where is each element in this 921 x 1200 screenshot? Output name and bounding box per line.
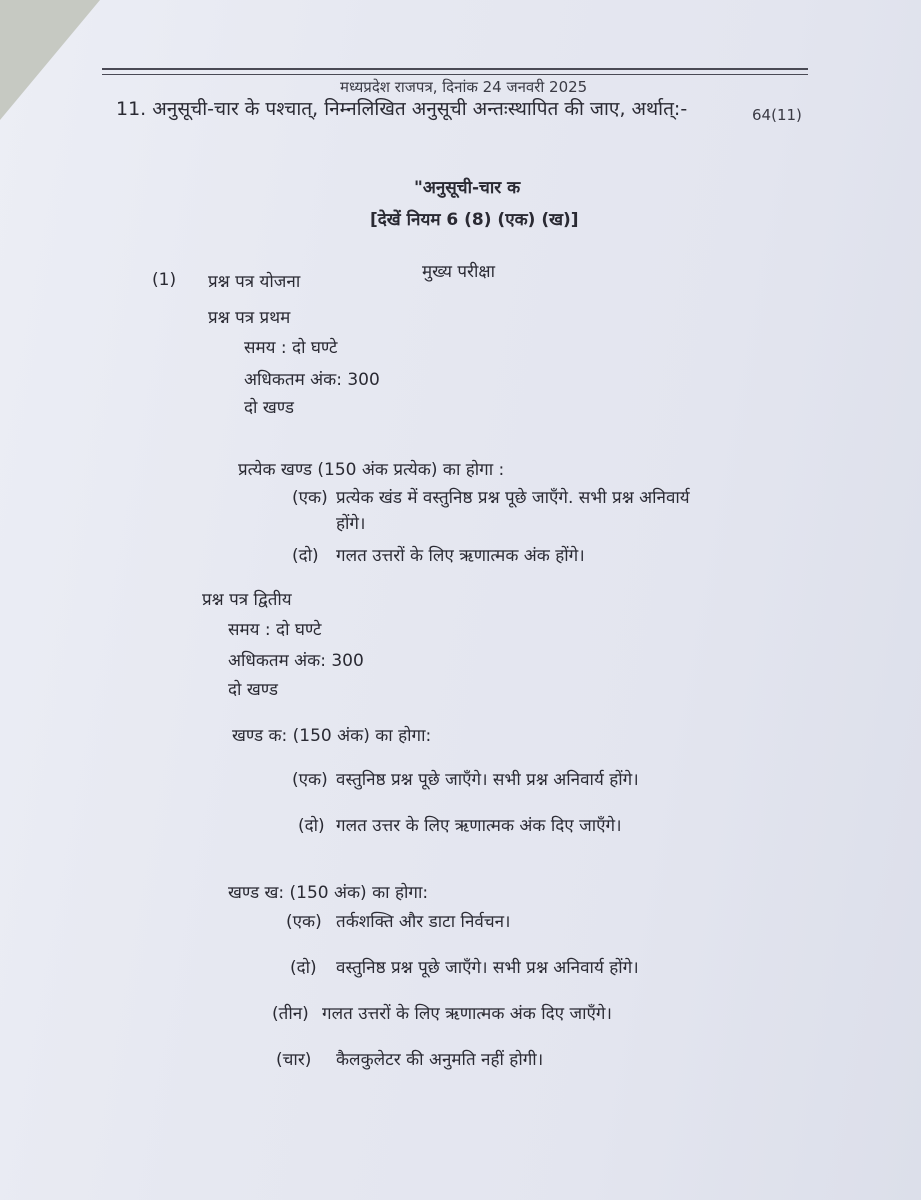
section-b-point-text: कैलकुलेटर की अनुमति नहीं होगी।: [336, 1050, 544, 1070]
section-b-point-num: (दो): [290, 958, 317, 978]
gazette-line: मध्यप्रदेश राजपत्र, दिनांक 24 जनवरी 2025: [340, 78, 588, 96]
scheme-heading: प्रश्न पत्र योजना: [208, 272, 301, 292]
paper1-time: समय : दो घण्टे: [244, 338, 338, 358]
section-b-point-text: तर्कशक्ति और डाटा निर्वचन।: [336, 912, 511, 932]
exam-title: मुख्य परीक्षा: [422, 262, 495, 282]
section-b-point-num: (चार): [276, 1050, 312, 1070]
paper1-point-text-cont: होंगे।: [336, 514, 366, 534]
paper1-max-marks: अधिकतम अंक: 300: [244, 370, 380, 390]
paper1-sections: दो खण्ड: [244, 398, 294, 418]
section-b-point-num: (तीन): [272, 1004, 309, 1024]
schedule-title: "अनुसूची-चार क: [414, 178, 521, 198]
header-rule-top: [102, 68, 808, 70]
section-a-point-num: (दो): [298, 816, 325, 836]
section-b-heading: खण्ड ख: (150 अंक) का होगा:: [228, 883, 429, 903]
page-number: 64(11): [752, 106, 802, 124]
section-b-point-text: वस्तुनिष्ठ प्रश्न पूछे जाएँगे। सभी प्रश्न अनिवार्य होंगे।: [336, 958, 639, 978]
paper2-title: प्रश्न पत्र द्वितीय: [202, 590, 292, 610]
paper1-point-num: (एक): [292, 488, 328, 508]
paper1-each-section: प्रत्येक खण्ड (150 अंक प्रत्येक) का होगा :: [238, 460, 505, 480]
header-rule-inner: [102, 74, 808, 75]
schedule-reference: [देखें नियम 6 (8) (एक) (ख)]: [370, 210, 579, 230]
paper1-point-num: (दो): [292, 546, 319, 566]
section-b-point-text: गलत उत्तरों के लिए ऋणात्मक अंक दिए जाएँगे।: [322, 1004, 612, 1024]
background-corner: [0, 0, 100, 120]
section-a-point-num: (एक): [292, 770, 328, 790]
item-number: (1): [152, 270, 177, 290]
paper2-max-marks: अधिकतम अंक: 300: [228, 651, 364, 671]
paper1-title: प्रश्न पत्र प्रथम: [208, 308, 291, 328]
paper2-sections: दो खण्ड: [228, 680, 278, 700]
section-a-point-text: वस्तुनिष्ठ प्रश्न पूछे जाएँगे। सभी प्रश्न अनिवार्य होंगे।: [336, 770, 639, 790]
paper1-point-text: गलत उत्तरों के लिए ऋणात्मक अंक होंगे।: [336, 546, 585, 566]
section-a-heading: खण्ड क: (150 अंक) का होगा:: [232, 726, 432, 746]
intro-clause: 11. अनुसूची-चार के पश्चात्, निम्नलिखित अनुसूची अन्तःस्थापित की जाए, अर्थात्:-: [116, 98, 688, 120]
paper2-time: समय : दो घण्टे: [228, 620, 322, 640]
paper1-point-text: प्रत्येक खंड में वस्तुनिष्ठ प्रश्न पूछे जाएँगे. सभी प्रश्न अनिवार्य: [336, 488, 690, 508]
section-b-point-num: (एक): [286, 912, 322, 932]
section-a-point-text: गलत उत्तर के लिए ऋणात्मक अंक दिए जाएँगे।: [336, 816, 622, 836]
